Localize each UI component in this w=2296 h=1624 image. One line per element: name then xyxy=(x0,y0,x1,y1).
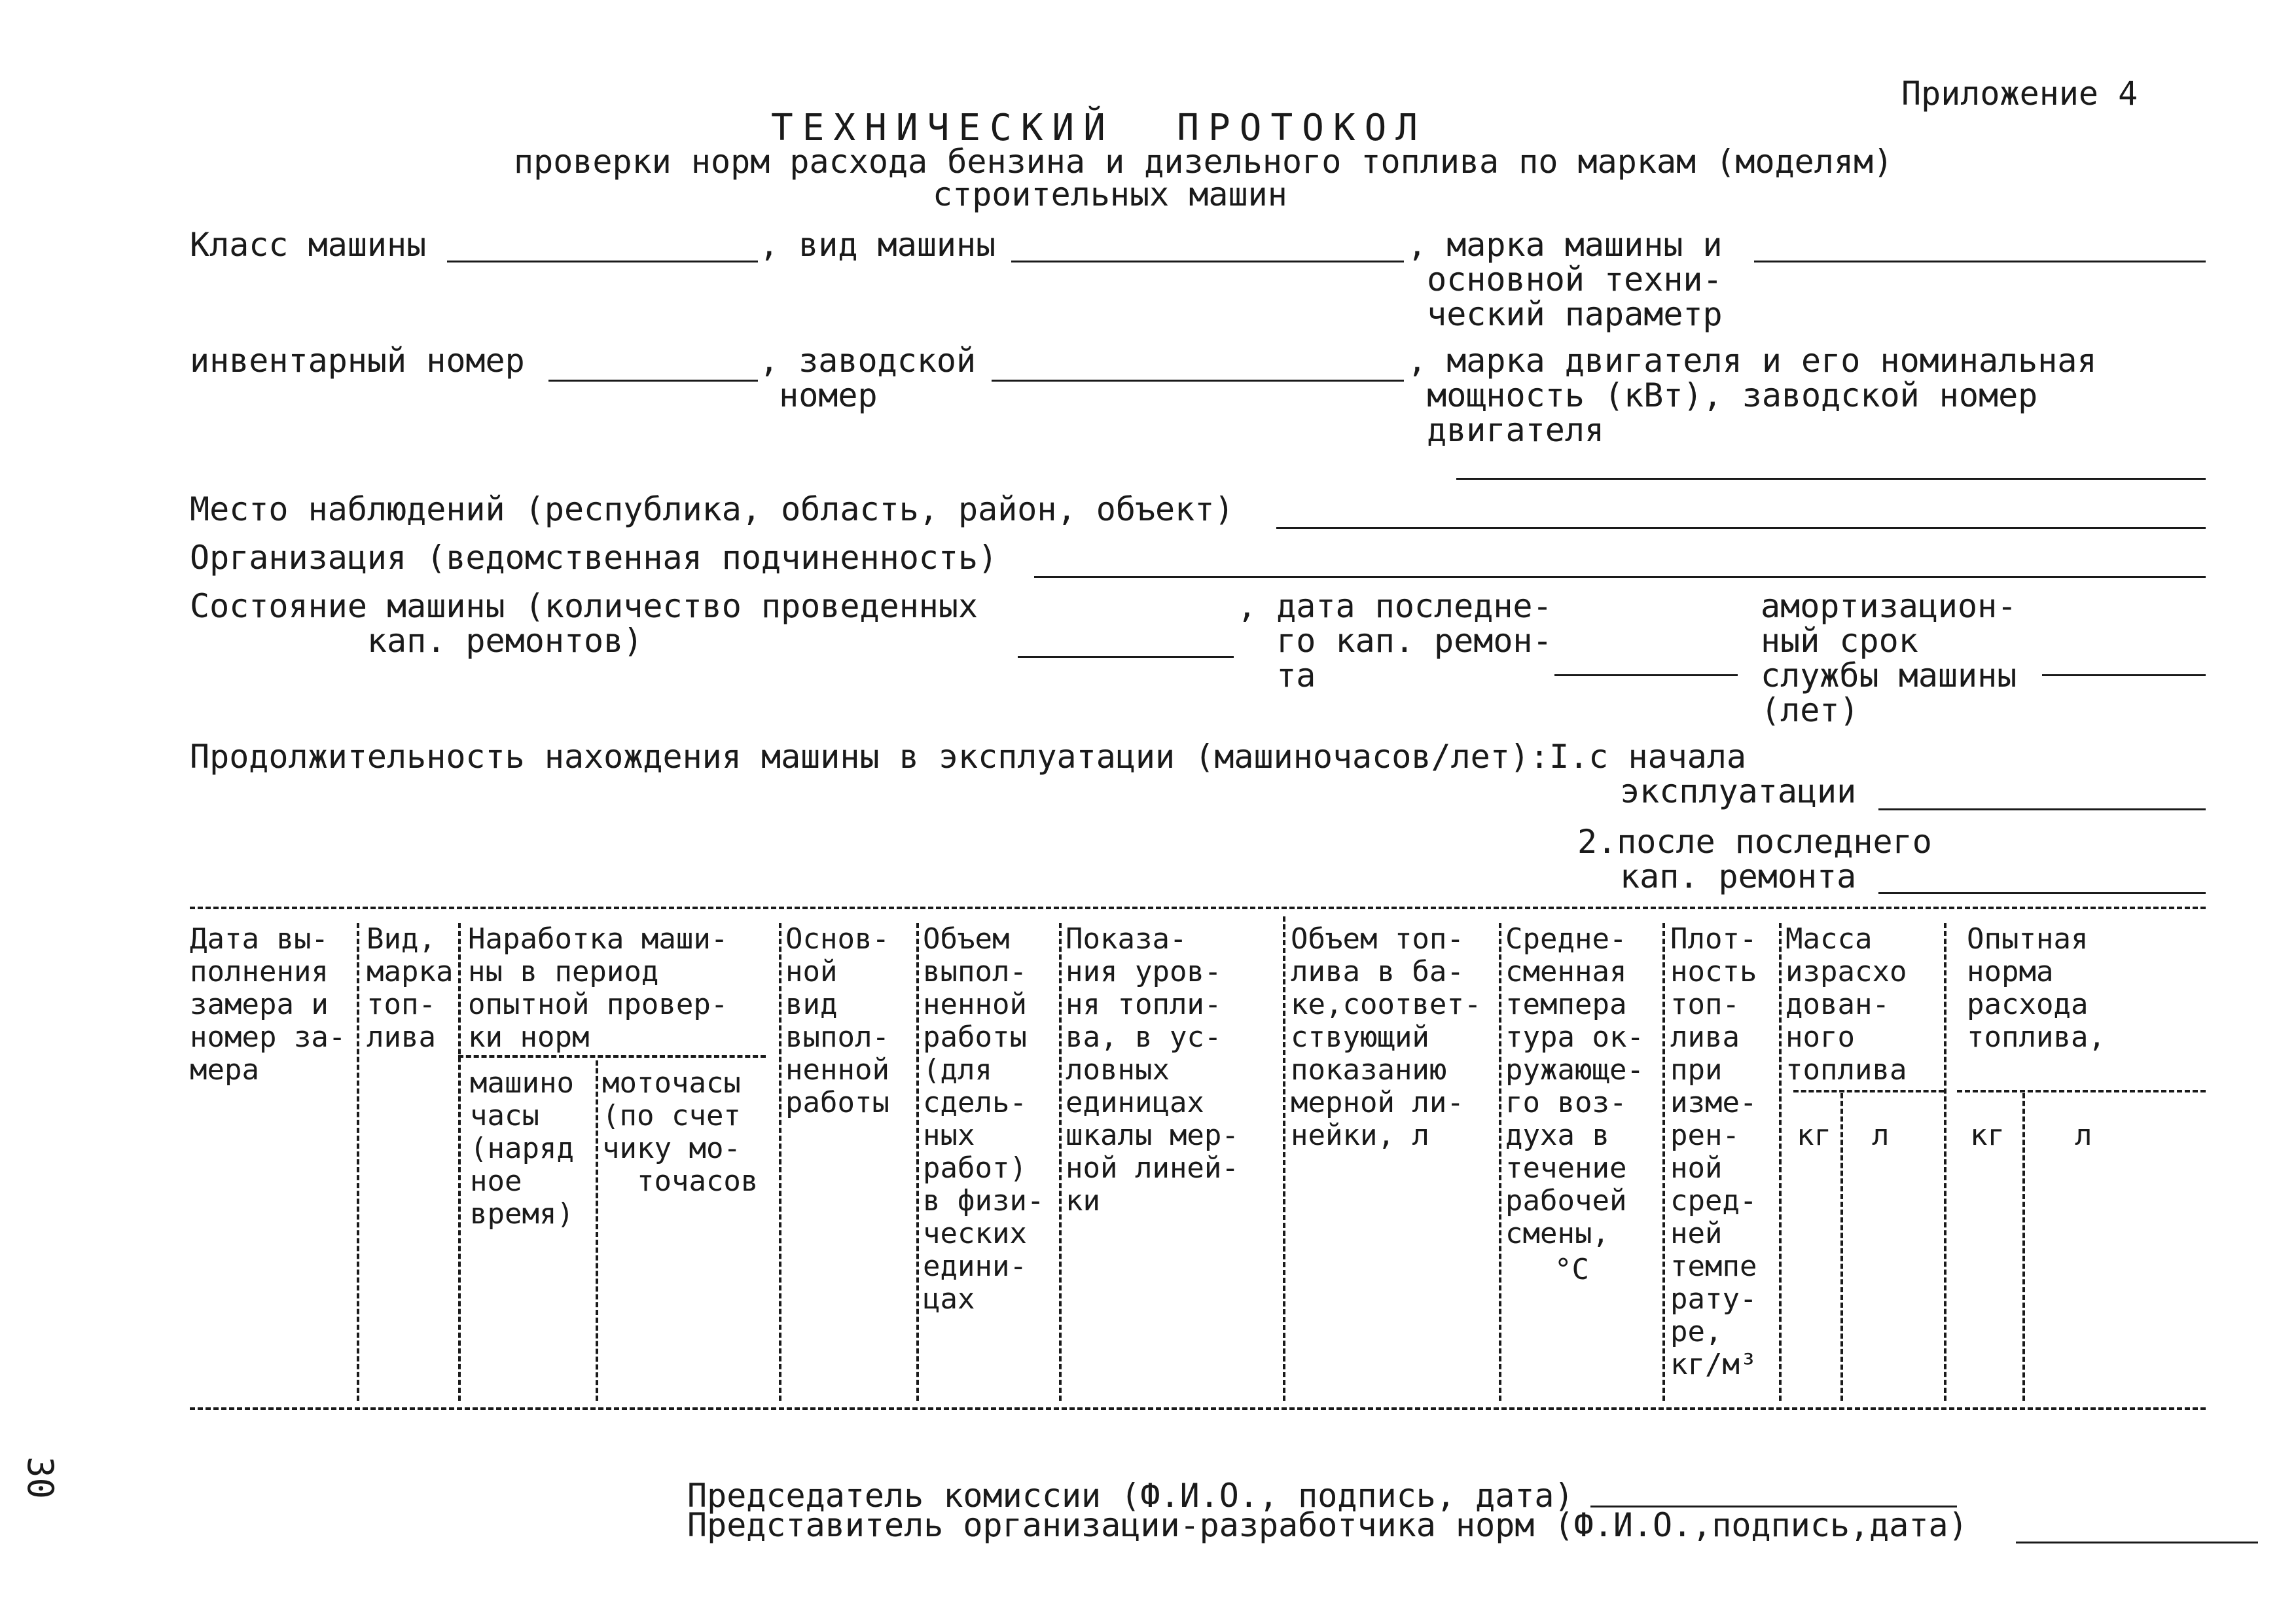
blank-machine-type[interactable] xyxy=(1011,261,1404,262)
col-header-operating-time: Наработка маши- ны в период опытной провер- ки норм xyxy=(468,922,728,1054)
blank-repairs-count[interactable] xyxy=(1018,656,1234,658)
col-separator xyxy=(458,923,461,1401)
col-separator xyxy=(1779,923,1782,1401)
col-header-fuel-mass: Масса израсхо дован- ного топлива xyxy=(1785,922,1907,1087)
blank-factory-number[interactable] xyxy=(992,380,1404,382)
col-header-air-temperature: Средне- сменная темпера тура ок- ружающе- го воз- духа в течение рабочей смены, xyxy=(1505,922,1644,1250)
blank-amortization[interactable] xyxy=(2042,674,2206,676)
label-machine-brand: , марка машины и основной техни- ческий параметр xyxy=(1407,226,1723,333)
document-title: ТЕХНИЧЕСКИЙ ПРОТОКОЛ xyxy=(771,107,1427,149)
label-inventory-number: инвентарный номер xyxy=(190,342,525,380)
label-organization: Организация (ведомственная подчиненность) xyxy=(190,539,998,577)
table-subheader-divider-mass xyxy=(1793,1090,1944,1092)
label-machine-class: Класс машины xyxy=(190,226,427,264)
document-subtitle: проверки норм расхода бензина и дизельного топлива по маркам (моделям) xyxy=(514,143,1893,181)
label-operation-duration: Продолжительность нахождения машины в эксплуатации (машиночасов/лет):I.с начала xyxy=(190,738,1747,776)
table-subheader-divider xyxy=(458,1055,766,1058)
page-number: 30 xyxy=(20,1456,61,1500)
col-header-fuel-level: Показа- ния уров- ня топли- ва, в ус- ловных единицах шкалы мер- ной линей- ки xyxy=(1066,922,1239,1218)
col-separator xyxy=(1840,1093,1843,1401)
col-header-fuel-brand: Вид, марка топ- лива xyxy=(367,922,454,1054)
label-machine-type: , вид машины xyxy=(759,226,996,264)
blank-inventory-number[interactable] xyxy=(548,380,758,382)
col-separator xyxy=(357,923,359,1401)
col-separator xyxy=(1059,923,1062,1401)
col-separator xyxy=(2022,1093,2025,1401)
label-last-repair-date: , дата последне- го кап. ремон- та xyxy=(1237,587,1552,695)
col-header-mass-l: л xyxy=(1872,1119,1890,1152)
col-header-mass-kg: кг xyxy=(1797,1119,1831,1152)
col-header-norm-l: л xyxy=(2075,1119,2092,1152)
col-separator xyxy=(1499,923,1501,1401)
label-after-repair-2: кап. ремонта xyxy=(1620,857,1857,895)
appendix-label: Приложение 4 xyxy=(1901,75,2138,113)
label-machine-state: Состояние машины (количество проведенных кап. ремонтов) xyxy=(190,587,978,660)
col-header-date: Дата вы- полнения замера и номер за- мера xyxy=(190,922,346,1087)
blank-since-start[interactable] xyxy=(1878,808,2206,810)
blank-after-repair[interactable] xyxy=(1878,892,2206,894)
label-observation-place: Место наблюдений (республика, область, район, объект) xyxy=(190,490,1234,528)
document-subtitle-2: строительных машин xyxy=(933,175,1287,213)
blank-machine-class[interactable] xyxy=(447,261,758,262)
col-header-norm-kg: кг xyxy=(1970,1119,2005,1152)
col-header-work-type: Основ- ной вид выпол- ненной работы xyxy=(785,922,889,1119)
col-separator xyxy=(916,923,919,1401)
blank-observation-place[interactable] xyxy=(1276,527,2206,529)
col-header-motor-hours: моточасы (по счет чику мо- точасов xyxy=(602,1066,759,1198)
col-separator xyxy=(1283,916,1285,1401)
col-header-work-volume: Объем выпол- ненной работы (для сдель- ных работ) в физи- ческих едини- цах xyxy=(923,922,1045,1316)
col-separator xyxy=(596,1060,598,1401)
blank-machine-brand[interactable] xyxy=(1754,261,2206,262)
label-amortization: амортизацион- ный срок службы машины (лет) xyxy=(1761,587,2017,729)
label-after-repair-1: 2.после последнего xyxy=(1577,823,1932,861)
table-bottom-border xyxy=(190,1407,2206,1410)
col-header-temperature-unit: °С xyxy=(1554,1253,1589,1286)
signature-developer-line[interactable] xyxy=(2016,1542,2258,1543)
col-header-machine-hours: машино часы (наряд ное время) xyxy=(470,1066,574,1231)
table-subheader-divider-norm xyxy=(1957,1090,2206,1092)
col-separator xyxy=(1944,923,1946,1401)
blank-last-repair-date[interactable] xyxy=(1554,674,1738,676)
label-factory-number: , заводской номер xyxy=(759,342,977,414)
col-header-experimental-norm: Опытная норма расхода топлива, xyxy=(1967,922,2106,1054)
signature-developer: Представитель организации-разработчика норм (Ф.И.О.,подпись,дата) xyxy=(687,1506,1968,1544)
table-top-border xyxy=(190,907,2206,909)
blank-organization[interactable] xyxy=(1034,576,2206,578)
label-since-start: эксплуатации xyxy=(1620,772,1857,810)
col-header-density: Плот- ность топ- лива при изме- рен- ной сред- ней темпе рату- ре, кг/м³ xyxy=(1670,922,1757,1381)
col-header-tank-volume: Объем топ- лива в ба- ке,соответ- ствующий показанию мерной ли- нейки, л xyxy=(1291,922,1482,1152)
signature-chairman: Председатель комиссии (Ф.И.О., подпись, дата) xyxy=(687,1477,1574,1515)
label-engine-brand: , марка двигателя и его номинальная мощность (кВт), заводской номер двигателя xyxy=(1407,342,2097,449)
col-separator xyxy=(1662,923,1665,1401)
col-separator xyxy=(779,923,781,1401)
blank-engine-brand[interactable] xyxy=(1456,478,2206,480)
